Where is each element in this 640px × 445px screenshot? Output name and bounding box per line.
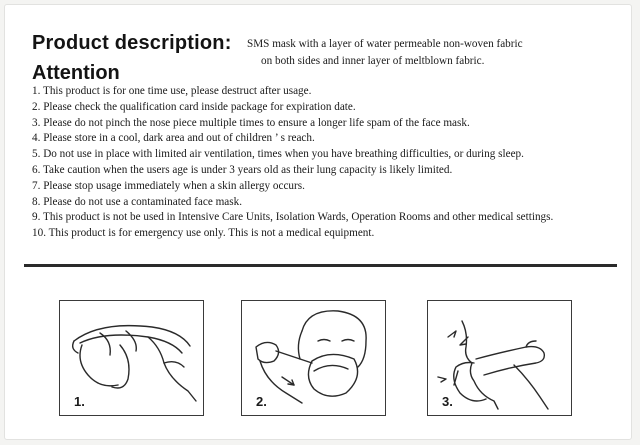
instruction-step-1 [59, 300, 204, 416]
step-number: 1. [74, 394, 85, 409]
description-line-2: on both sides and inner layer of meltblown fabric. [261, 55, 485, 67]
product-description-heading: Product description: [32, 32, 232, 54]
description-line-1: SMS mask with a layer of water permeable non-woven fabric [247, 38, 523, 50]
attention-item: 1. This product is for one time use, please destruct after usage. [32, 85, 312, 97]
section-divider [24, 264, 617, 267]
attention-item: 10. This product is for emergency use only. This is not a medical equipment. [32, 227, 375, 240]
attention-item: 5. Do not use in place with limited air ventilation, times when you have breathing difficulties, or during sleep. [32, 148, 524, 161]
attention-item: 3. Please do not pinch the nose piece multiple times to ensure a longer life spam of the face mask. [32, 116, 470, 129]
step-number: 2. [256, 394, 267, 409]
attention-list [32, 84, 622, 242]
attention-item: 6. Take caution when the users age is under 3 years old as their lung capacity is likely limited. [32, 163, 453, 176]
attention-heading: Attention [32, 62, 120, 84]
attention-item: 9. This product is not be used in Intensive Care Units, Isolation Wards, Operation Rooms and other medical settings. [32, 211, 554, 224]
product-description-text [247, 36, 577, 70]
attention-item: 4. Please store in a cool, dark area and out of children ’ s reach. [32, 132, 315, 145]
step-number: 3. [442, 394, 453, 409]
attention-item: 2. Please check the qualification card inside package for expiration date. [32, 100, 356, 113]
instruction-step-3 [427, 300, 572, 416]
attention-item: 8. Please do not use a contaminated face mask. [32, 195, 243, 208]
instruction-step-2 [241, 300, 386, 416]
attention-item: 7. Please stop usage immediately when a skin allergy occurs. [32, 179, 305, 192]
